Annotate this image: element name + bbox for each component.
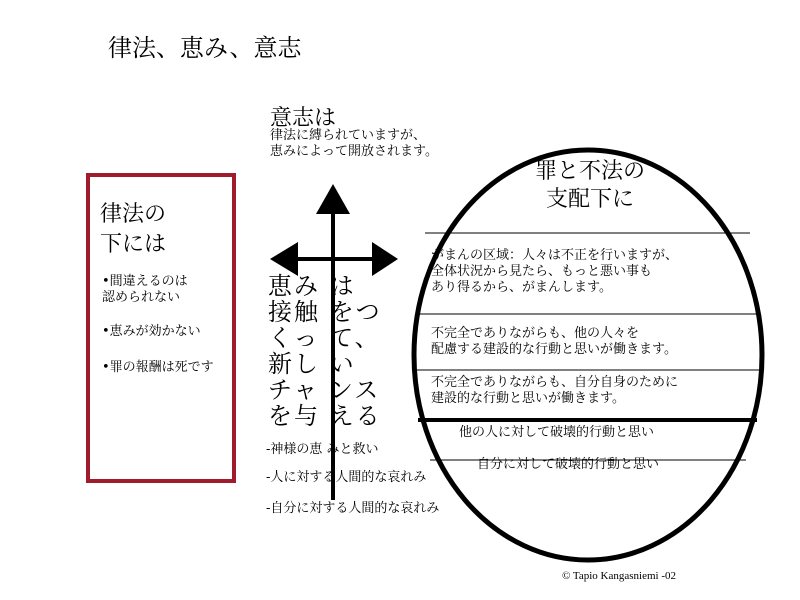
grace-line-1: 恵み は	[268, 272, 356, 300]
copyright-notice: © Tapio Kangasniemi -02	[562, 570, 677, 582]
sin-section-3	[431, 375, 678, 407]
sin-section-2-line2: 配慮する建設的な行動と思いが働きます。	[431, 342, 677, 357]
sin-heading-line2: 支配下に	[545, 187, 634, 212]
law-bullet-3-line1: •罪の報酬は死です	[102, 360, 214, 375]
law-heading-line1: 律法の	[100, 202, 167, 227]
grace-line-2: 接触 をつ	[268, 298, 382, 326]
sin-section-1-line3: あり得るから、がまんします。	[431, 280, 612, 295]
sin-section-5: 自分に対して破壊的行動と思い	[477, 457, 660, 472]
grace-line-6: を与 える	[268, 402, 382, 430]
grace-item-1: -神様の恵 みと救い	[266, 442, 379, 457]
grace-line-4: 新し い	[268, 350, 356, 378]
law-bullet-1-line2: 認められない	[102, 290, 181, 305]
sin-section-1	[431, 248, 678, 296]
sin-heading	[490, 158, 690, 214]
will-text-line2: 恵みによって開放されます。	[270, 144, 438, 159]
law-bullet-1-line1: •間違えるのは	[102, 274, 188, 289]
sin-section-1-line2: 全体状況から見たら、もっと悪い事も	[431, 264, 653, 279]
sin-heading-line1: 罪と不法の	[534, 159, 645, 184]
sin-section-2-line1: 不完全でありながらも、他の人々を	[431, 326, 640, 341]
sin-section-3-line1: 不完全でありながらも、自分自身のために	[431, 375, 679, 390]
right-arrowhead	[372, 242, 398, 276]
will-heading: 意志は	[270, 106, 337, 131]
grace-item-2: -人に対する人間的な哀れみ	[266, 470, 427, 485]
sin-section-4: 他の人に対して破壊的行動と思い	[459, 425, 655, 440]
left-arrowhead	[270, 242, 298, 276]
law-heading-line2: 下には	[100, 232, 167, 257]
law-bullet-2-line1: •恵みが効かない	[102, 324, 201, 339]
grace-line-3: くっ て、	[268, 324, 381, 352]
will-text-line1: 律法に縛られていますが、	[270, 128, 427, 143]
up-arrowhead	[316, 184, 350, 214]
sin-section-2	[431, 326, 677, 358]
page-title: 律法、恵み、意志	[108, 34, 302, 62]
grace-item-3: -自分に対する人間的な哀れみ	[266, 501, 440, 516]
sin-section-1-line1: がまんの区域：人々は不正を行いますが、	[431, 248, 679, 263]
sin-section-3-line2: 建設的な行動と思いが働きます。	[431, 391, 625, 406]
grace-line-5: チャ ンス	[268, 376, 381, 404]
